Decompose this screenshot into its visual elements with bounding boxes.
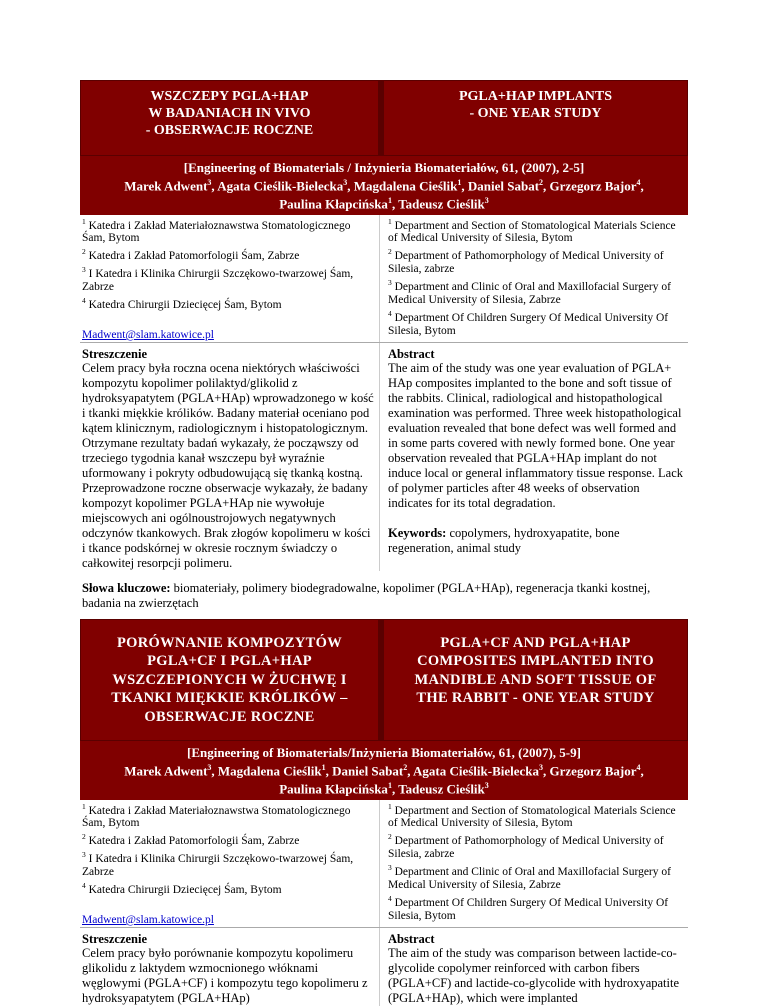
affil-text: Department of Pathomorphology of Medical University of Silesia, zabrze bbox=[388, 835, 664, 861]
article2-title-pl bbox=[81, 620, 381, 740]
affil-text: Katedra Chirurgii Dziecięcej Śam, Bytom bbox=[88, 883, 282, 896]
affil-item bbox=[82, 294, 375, 312]
article1-header-block bbox=[80, 156, 688, 215]
author-sup: 3 bbox=[343, 178, 348, 187]
affil-item bbox=[388, 307, 686, 338]
affil-text: Department and Clinic of Oral and Maxillofacial Surgery of Medical University of Silesia, Zabrze bbox=[388, 281, 671, 307]
affil-item bbox=[82, 879, 375, 897]
author: Magdalena Cieślik bbox=[217, 763, 322, 779]
article1-title-row bbox=[80, 80, 688, 156]
article2-title-row bbox=[80, 619, 688, 741]
title-line: COMPOSITES IMPLANTED INTO bbox=[417, 653, 654, 670]
title-line: TKANKI MIĘKKIE KRÓLIKÓW – bbox=[111, 690, 348, 707]
author: Paulina Kłapcińska bbox=[279, 196, 388, 212]
affil-item bbox=[388, 276, 686, 307]
affil-sup: 2 bbox=[82, 247, 86, 257]
abstract-heading-pl: Streszczenie bbox=[82, 931, 148, 946]
affil-text: Department and Section of Stomatological Materials Science of Medical University of Silesia, Bytom bbox=[388, 219, 676, 245]
author-sup: 4 bbox=[636, 178, 641, 187]
affil-text: Katedra Chirurgii Dziecięcej Śam, Bytom bbox=[88, 298, 282, 311]
article1-title-en bbox=[381, 81, 687, 155]
author: Grzegorz Bajor bbox=[549, 763, 637, 779]
affil-item bbox=[82, 800, 375, 831]
author: Marek Adwent bbox=[124, 763, 208, 779]
author: Tadeusz Cieślik bbox=[398, 781, 485, 797]
affil-item bbox=[82, 263, 375, 294]
article2-abstracts bbox=[80, 928, 688, 1006]
abstract-text-pl: Celem pracy była roczna ocena niektórych właściwości kompozytu kopolimer polilaktyd/glikolid z hydroksyapatytem (PGLA+HAp) wprowadzonego w kość i tkanki miękkie królików. Badany materiał oceniano pod kątem klinicznym, radiologicznym i histopatologicznym. Otrzymane rezultaty badań wykazały, że począwszy od trzeciego tygodnia kanał wszczepu był wyraźnie uformowany i pokryty odbudowującą się tkanką kostną. Przeprowadzone roczne obserwacje wykazały, że badany kompozyt kopolimer PGLA+HAp nie wywołuje miejscowych ani ogólnoustrojowych negatywnych odczynów tkankowych. Brak złogów kopolimeru w kości i tkance podskórnej w okresie rocznym świadczy o całkowitej resorpcji polimeru. bbox=[82, 360, 374, 570]
author-sup: 2 bbox=[403, 762, 408, 772]
article1-authors-line1: Marek Adwent$^3$, Agata Cieślik-Bielecka$^3$, Magdalena Cieślik$^1$, Daniel Sabat$^2$, Grzegorz Bajor$^4$, bbox=[124, 178, 644, 194]
affil-item bbox=[388, 892, 686, 923]
article2-authors-line2: Paulina Kłapcińska$^1$, Tadeusz Cieślik$^3$ bbox=[279, 781, 489, 797]
abstract-heading-en: Abstract bbox=[388, 931, 435, 946]
abstract-text-en: The aim of the study was one year evaluation of PGLA+ HAp composites implanted to the bone and soft tissue of the rabbits. Clinical, radiological and histopathological examination was performed. Three week histopathological evaluation revealed that bone defect was well formed and in some parts covered with newly formed bone. One year observation revealed that PGLA+HAp implant do not induce local or general inflammatory tissue response. Lack of polymer particles after 48 weeks of observation indicates for its total degradation. bbox=[388, 360, 684, 510]
author: Tadeusz Cieślik bbox=[398, 196, 485, 212]
affil-text: Department Of Children Surgery Of Medical University Of Silesia, Bytom bbox=[388, 896, 669, 922]
affil-sup: 4 bbox=[388, 309, 392, 319]
title-line: - OBSERWACJE ROCZNE bbox=[145, 123, 314, 138]
affil-sup: 2 bbox=[388, 832, 392, 842]
article2-title-en bbox=[381, 620, 687, 740]
article1-abstract-en bbox=[380, 343, 688, 571]
title-line: W BADANIACH IN VIVO bbox=[148, 106, 311, 121]
author: Daniel Sabat bbox=[467, 178, 540, 194]
affil-sup: 1 bbox=[82, 216, 86, 226]
author: Agata Cieślik-Bielecka bbox=[217, 178, 344, 194]
document-page bbox=[80, 80, 688, 1006]
author: Marek Adwent bbox=[124, 178, 208, 194]
affil-sup: 2 bbox=[82, 832, 86, 842]
affil-sup: 4 bbox=[388, 894, 392, 904]
affil-item bbox=[388, 830, 686, 861]
title-line: WSZCZEPIONYCH W ŻUCHWĘ I bbox=[112, 671, 347, 688]
article2-affil-pl bbox=[80, 800, 380, 927]
article1-email-link[interactable]: Madwent@slam.katowice.pl bbox=[82, 328, 214, 341]
affil-sup: 4 bbox=[82, 881, 86, 891]
title-line: PORÓWNANIE KOMPOZYTÓW bbox=[116, 634, 342, 651]
article2-abstract-en bbox=[380, 928, 688, 1006]
article2-abstract-pl bbox=[80, 928, 380, 1006]
author-sup: 3 bbox=[484, 196, 489, 206]
affil-sup: 2 bbox=[388, 247, 392, 257]
title-line: MANDIBLE AND SOFT TISSUE OF bbox=[414, 671, 657, 688]
affil-text: Department Of Children Surgery Of Medical University Of Silesia, Bytom bbox=[388, 311, 669, 337]
author-sup: 1 bbox=[457, 178, 462, 187]
article2-email-link[interactable]: Madwent@slam.katowice.pl bbox=[82, 913, 214, 926]
author: Paulina Kłapcińska bbox=[279, 781, 388, 797]
abstract-heading-en: Abstract bbox=[388, 346, 435, 361]
keywords-text: copolymers, hydroxyapatite, bone regeneration, animal study bbox=[388, 525, 620, 555]
keywords-text: biomateriały, polimery biodegradowalne, kopolimer (PGLA+HAp), regeneracja tkanki kostnej, badania na zwierzętach bbox=[82, 580, 651, 610]
keywords-label: Keywords: bbox=[388, 525, 447, 540]
affil-sup: 1 bbox=[388, 801, 392, 811]
keywords-en bbox=[388, 526, 686, 556]
author: Daniel Sabat bbox=[332, 763, 404, 779]
affil-sup: 4 bbox=[82, 296, 86, 306]
title-line: - ONE YEAR STUDY bbox=[469, 106, 602, 121]
affil-item bbox=[82, 215, 375, 246]
affil-text: Katedra i Zakład Patomorfologii Śam, Zabrze bbox=[88, 250, 300, 263]
affil-item bbox=[82, 830, 375, 848]
affil-sup: 1 bbox=[82, 801, 86, 811]
title-line: OBSERWACJE ROCZNE bbox=[144, 708, 315, 725]
affil-sup: 3 bbox=[82, 265, 86, 275]
abstract-text-en: The aim of the study was comparison between lactide-co-glycolide copolymer reinforced with carbon fibers (PGLA+CF) and lactide-co-glycolide with hydroxyapatite (PGLA+HAp), which were implanted bbox=[388, 945, 680, 1005]
affil-item bbox=[388, 245, 686, 276]
title-line: PGLA+CF I PGLA+HAP bbox=[147, 653, 312, 670]
title-line: THE RABBIT - ONE YEAR STUDY bbox=[416, 690, 655, 707]
abstract-heading-pl: Streszczenie bbox=[82, 346, 148, 361]
article1-abstract-pl bbox=[80, 343, 380, 571]
author-sup: 4 bbox=[636, 762, 641, 772]
author-sup: 3 bbox=[484, 781, 489, 791]
affil-sup: 3 bbox=[82, 850, 86, 860]
author-sup: 3 bbox=[539, 762, 544, 772]
keywords-label: Słowa kluczowe: bbox=[82, 580, 171, 595]
author-sup: 1 bbox=[321, 762, 326, 772]
title-line: PGLA+CF AND PGLA+HAP bbox=[440, 634, 631, 651]
title-line: WSZCZEPY PGLA+HAP bbox=[150, 89, 309, 104]
article1-affil-pl bbox=[80, 215, 380, 342]
affil-item bbox=[388, 861, 686, 892]
affil-item bbox=[388, 215, 686, 246]
affil-text: Katedra i Zakład Patomorfologii Śam, Zabrze bbox=[88, 835, 300, 848]
article2-reference: [Engineering of Biomaterials/Inżynieria Biomateriałów, 61, (2007), 5-9] bbox=[187, 744, 581, 760]
affil-text: Katedra i Zakład Materiałoznawstwa Stomatologicznego Śam, Bytom bbox=[82, 219, 351, 245]
article1-affil-en bbox=[380, 215, 688, 342]
article2-affiliations bbox=[80, 800, 688, 927]
affil-sup: 3 bbox=[388, 278, 392, 288]
affil-sup: 1 bbox=[388, 216, 392, 226]
affil-text: Department of Pathomorphology of Medical University of Silesia, zabrze bbox=[388, 250, 664, 276]
article1-abstracts bbox=[80, 343, 688, 571]
author-sup: 1 bbox=[387, 196, 392, 206]
author: Grzegorz Bajor bbox=[549, 178, 637, 194]
affil-item bbox=[388, 800, 686, 831]
author-sup: 2 bbox=[539, 178, 544, 187]
article1-authors-line2: Paulina Kłapcińska$^1$, Tadeusz Cieślik$^3$ bbox=[279, 196, 489, 212]
affil-text: Katedra i Zakład Materiałoznawstwa Stomatologicznego Śam, Bytom bbox=[82, 804, 351, 830]
affil-text: Department and Section of Stomatological Materials Science of Medical University of Silesia, Bytom bbox=[388, 804, 676, 830]
affil-item bbox=[82, 245, 375, 263]
article1-title-pl bbox=[81, 81, 381, 155]
article2-affil-en bbox=[380, 800, 688, 927]
affil-sup: 3 bbox=[388, 863, 392, 873]
author-sup: 3 bbox=[207, 762, 212, 772]
affil-text: I Katedra i Klinika Chirurgii Szczękowo-twarzowej Śam, Zabrze bbox=[82, 853, 354, 879]
author: Agata Cieślik-Bielecka bbox=[413, 763, 540, 779]
title-line: PGLA+HAP IMPLANTS bbox=[458, 89, 613, 104]
author: Magdalena Cieślik bbox=[353, 178, 458, 194]
article2-authors-line1: Marek Adwent$^3$, Magdalena Cieślik$^1$, Daniel Sabat$^2$, Agata Cieślik-Bielecka$^3$, Grzegorz Bajor$^4$, bbox=[124, 762, 644, 779]
abstract-text-pl: Celem pracy było porównanie kompozytu kopolimeru glikolidu z laktydem wzmocnionego włóknami węglowymi (PGLA+CF) i kompozytu tego kopolimeru z hydroksyapatytem (PGLA+HAp) bbox=[82, 945, 368, 1005]
affil-text: I Katedra i Klinika Chirurgii Szczękowo-twarzowej Śam, Zabrze bbox=[82, 268, 354, 294]
affil-text: Department and Clinic of Oral and Maxillofacial Surgery of Medical University of Silesia, Zabrze bbox=[388, 866, 671, 892]
article1-reference: [Engineering of Biomaterials / Inżynieria Biomateriałów, 61, (2007), 2-5] bbox=[183, 160, 585, 175]
affil-item bbox=[82, 848, 375, 879]
article1-affiliations bbox=[80, 215, 688, 342]
keywords-pl bbox=[80, 571, 688, 619]
article2-header-block bbox=[80, 741, 688, 800]
author-sup: 1 bbox=[387, 781, 392, 791]
author-sup: 3 bbox=[207, 178, 212, 187]
